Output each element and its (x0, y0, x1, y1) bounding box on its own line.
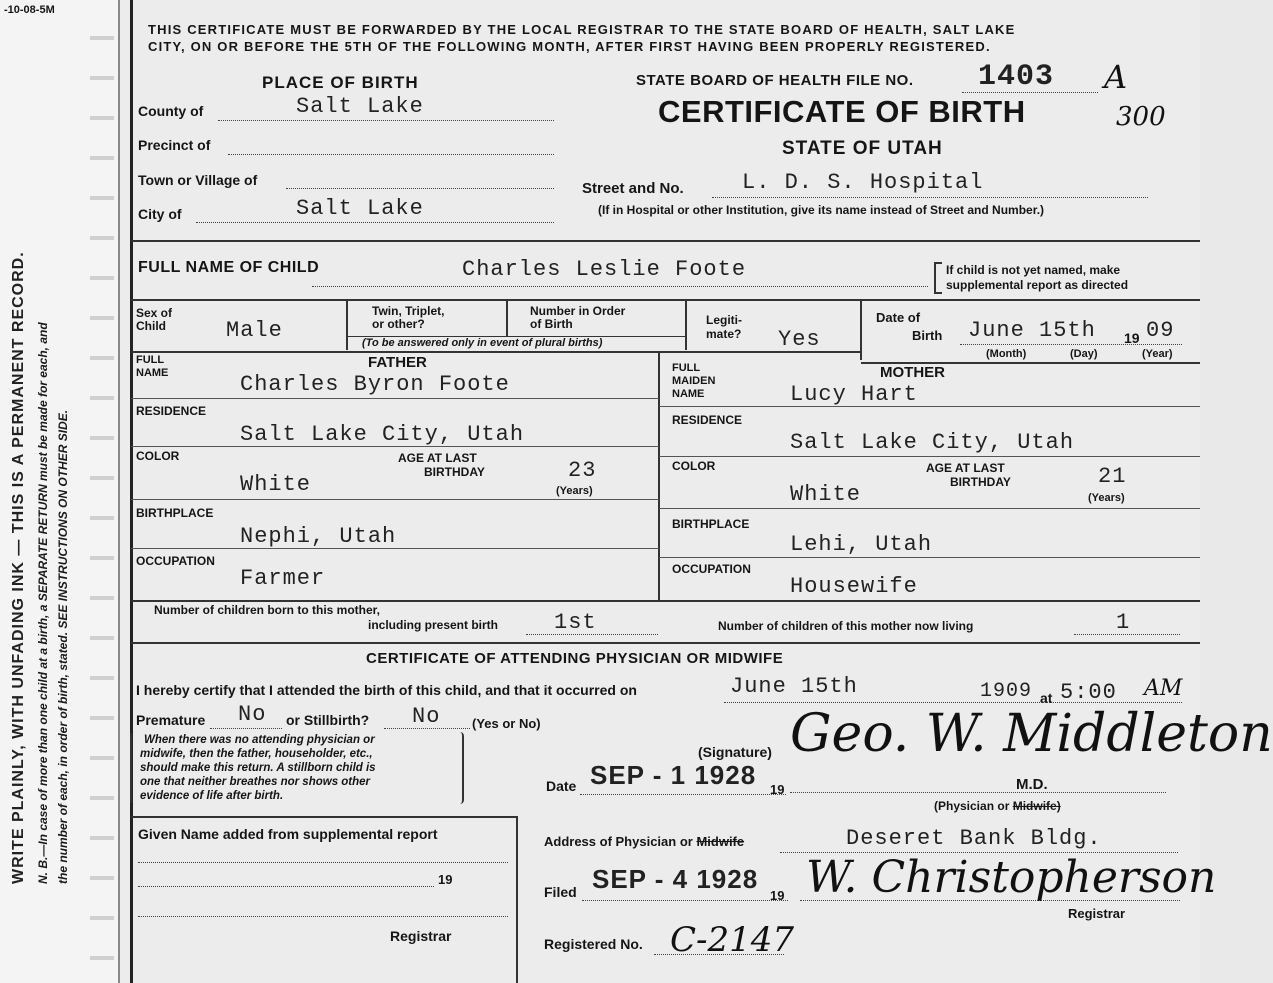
certificate-title: CERTIFICATE OF BIRTH (658, 94, 1026, 129)
ampm-value: AM (1144, 676, 1183, 701)
father-occupation-label: OCCUPATION (136, 554, 215, 568)
sex-value: Male (226, 318, 283, 343)
children-living-line (1074, 634, 1180, 635)
children-living-label: Number of children of this mother now living (718, 619, 974, 633)
yes-no-caption: (Yes or No) (472, 716, 541, 731)
children-born-label-2: including present birth (368, 618, 499, 632)
town-label: Town or Village of (138, 172, 258, 188)
twin-label-2: or other? (372, 317, 425, 331)
mother-occupation-label: OCCUPATION (672, 562, 751, 576)
city-label: City of (138, 206, 182, 222)
address-value: Deseret Bank Bldg. (846, 826, 1102, 851)
county-label: County of (138, 103, 204, 119)
mother-age-label-1: AGE AT LAST (926, 461, 1005, 475)
father-name-value: Charles Byron Foote (240, 372, 510, 397)
mother-full-label: FULL (672, 362, 701, 374)
county-value: Salt Lake (296, 94, 424, 119)
stillbirth-label: or Stillbirth? (286, 712, 370, 728)
signature-line (790, 792, 1166, 793)
note-line-4: one that neither breathes nor shows other (140, 776, 371, 788)
legit-label-2: mate? (706, 327, 742, 341)
sex-label-2: Child (136, 319, 166, 333)
header-line-1: THIS CERTIFICATE MUST BE FORWARDED BY THE LOCAL REGISTRAR TO THE STATE BOARD OF HEALTH, SALT LAKE (148, 22, 1016, 37)
corner-code: -10-08-5M (4, 4, 55, 16)
given-year-prefix: 19 (438, 872, 453, 887)
registrar-divider (516, 816, 518, 983)
mother-name-label: NAME (672, 388, 705, 400)
date-stamp: SEP - 1 1928 (590, 760, 757, 790)
filed-year-prefix: 19 (770, 888, 785, 903)
physician-caption-text: (Physician or (934, 799, 1010, 813)
father-name-label: NAME (136, 367, 169, 379)
father-full-label: FULL (136, 354, 165, 366)
precinct-line (228, 154, 554, 155)
father-color-label: COLOR (136, 449, 180, 463)
day-caption: (Day) (1070, 348, 1098, 360)
birth-date-line (960, 344, 1182, 345)
rule-physician-top (131, 642, 1200, 644)
unnamed-bracket (934, 262, 942, 294)
physician-heading: CERTIFICATE OF ATTENDING PHYSICIAN OR MIDWIFE (366, 650, 784, 667)
rule-f1 (131, 398, 659, 399)
rule-children-top (131, 600, 1200, 602)
rule-f3 (131, 499, 659, 500)
father-occupation-value: Farmer (240, 566, 326, 591)
mother-birthplace-value: Lehi, Utah (790, 532, 933, 557)
mother-residence-value: Salt Lake City, Utah (790, 430, 1075, 455)
street-line (712, 197, 1148, 198)
given-name-label: Given Name added from supplemental report (138, 826, 438, 842)
unnamed-note-1: If child is not yet named, make (946, 263, 1121, 277)
rule-m2 (659, 456, 1200, 457)
certify-text: I hereby certify that I attended the birth of this child, and that it occurred on (136, 682, 637, 698)
rule-m1 (659, 406, 1200, 407)
mother-residence-label: RESIDENCE (672, 413, 743, 427)
children-born-value: 1st (554, 610, 597, 635)
state-heading: STATE OF UTAH (782, 138, 943, 159)
note-line-1: When there was no attending physician or (144, 734, 375, 746)
perforation (90, 0, 114, 983)
file-number: 1403 (978, 60, 1055, 94)
child-name-line (312, 286, 928, 287)
file-label: STATE BOARD OF HEALTH FILE NO. (636, 72, 914, 89)
parents-divider (658, 352, 660, 600)
father-heading: FATHER (368, 354, 427, 371)
sex-label-1: Sex of (136, 306, 173, 320)
rule-f2 (131, 446, 659, 447)
note-line-3: should make this return. A stillborn child is (140, 762, 376, 774)
father-color-value: White (240, 472, 312, 497)
certify-date: June 15th (730, 674, 858, 699)
date-label: Date (546, 778, 577, 794)
county-line (218, 120, 554, 121)
rule-f4 (131, 548, 659, 549)
child-name-value: Charles Leslie Foote (462, 257, 747, 282)
stillbirth-line (384, 728, 470, 729)
file-line (962, 92, 1098, 93)
divider-order (685, 300, 687, 350)
month-caption: (Month) (986, 348, 1027, 360)
note-line-5: evidence of life after birth. (140, 790, 284, 802)
father-residence-label: RESIDENCE (136, 404, 207, 418)
registrar-label: Registrar (1068, 906, 1126, 921)
time-value: 5:00 (1060, 680, 1117, 705)
order-label-2: of Birth (530, 317, 573, 331)
mother-occupation-value: Housewife (790, 574, 918, 599)
street-label: Street and No. (582, 180, 684, 197)
registered-label: Registered No. (544, 936, 643, 952)
divider-twin (506, 300, 508, 336)
twin-label-1: Twin, Triplet, (372, 304, 445, 318)
precinct-label: Precinct of (138, 137, 211, 153)
filed-stamp: SEP - 4 1928 (592, 864, 759, 894)
file-suffix: A (1104, 58, 1128, 96)
father-birthplace-value: Nephi, Utah (240, 524, 397, 549)
rule-child-top (131, 240, 1200, 242)
address-label (544, 834, 744, 849)
legit-value: Yes (778, 327, 821, 352)
mother-maiden-label: MAIDEN (672, 375, 716, 387)
date-line (580, 794, 786, 795)
rule-sex-top (131, 299, 1200, 301)
premature-line (210, 728, 282, 729)
hospital-note: (If in Hospital or other Institution, give its name instead of Street and Number.) (598, 203, 1045, 217)
note-box (130, 732, 464, 804)
main-left-border (130, 0, 133, 983)
filed-label: Filed (544, 884, 577, 900)
mother-years-caption: (Years) (1088, 492, 1125, 504)
premature-value: No (238, 702, 267, 727)
mother-age-label-2: BIRTHDAY (950, 475, 1011, 489)
registrar-signature: W. Christopherson (806, 852, 1217, 903)
mother-color-value: White (790, 482, 862, 507)
filed-line (582, 900, 788, 901)
stillbirth-value: No (412, 704, 441, 729)
place-of-birth-heading: PLACE OF BIRTH (262, 73, 419, 92)
mother-heading: MOTHER (880, 364, 945, 381)
father-age-value: 23 (568, 458, 597, 483)
father-birthplace-label: BIRTHPLACE (136, 506, 214, 520)
city-value: Salt Lake (296, 196, 424, 221)
rule-parents-top (131, 351, 861, 353)
father-age-label-2: BIRTHDAY (424, 465, 485, 479)
address-midwife-struck: Midwife (696, 834, 745, 849)
header-line-2: CITY, ON OR BEFORE THE 5TH OF THE FOLLOWING MONTH, AFTER FIRST HAVING BEEN PROPERLY REGISTERED. (148, 39, 991, 54)
birth-year-prefix: 19 (1124, 330, 1140, 346)
father-residence-value: Salt Lake City, Utah (240, 422, 525, 447)
certify-line (724, 702, 1182, 703)
children-born-line (526, 634, 658, 635)
birth-date-value: June 15th (968, 318, 1096, 343)
registered-line (654, 954, 784, 955)
side-note-1: N. B.—In case of more than one child at a birth, a SEPARATE RETURN must be made for each, and (36, 322, 50, 884)
mother-color-label: COLOR (672, 459, 716, 473)
mother-birthplace-label: BIRTHPLACE (672, 517, 750, 531)
street-value: L. D. S. Hospital (742, 170, 984, 195)
child-name-label: FULL NAME OF CHILD (138, 259, 320, 276)
given-registrar-label: Registrar (390, 928, 452, 944)
children-living-value: 1 (1116, 610, 1131, 635)
side-main-text: WRITE PLAINLY, WITH UNFADING INK — THIS IS A PERMANENT RECORD. (10, 251, 27, 884)
registrar-signature-line (800, 900, 1180, 901)
date-year-prefix: 19 (770, 782, 785, 797)
unnamed-note-2: supplemental report as directed (946, 278, 1129, 292)
margin-number: 300 (1116, 102, 1166, 132)
rule-m3 (659, 508, 1200, 509)
mother-age-value: 21 (1098, 464, 1127, 489)
order-label-1: Number in Order (530, 304, 626, 318)
father-years-caption: (Years) (556, 485, 593, 497)
rule-given-top (131, 816, 517, 818)
side-note-2: the number of each, in order of birth, stated. SEE INSTRUCTIONS ON OTHER SIDE. (56, 409, 70, 884)
physician-signature: Geo. W. Middleton (790, 704, 1273, 764)
date-label-1: Date of (876, 310, 921, 325)
given-line-1 (138, 862, 508, 863)
city-line (196, 222, 554, 223)
midwife-struck: Midwife) (1012, 799, 1061, 813)
father-age-label-1: AGE AT LAST (398, 451, 477, 465)
rule-m4 (659, 557, 1200, 558)
side-strip (0, 0, 120, 983)
address-label-text: Address of Physician or (544, 834, 693, 849)
town-line (286, 188, 554, 189)
divider-sex (346, 300, 348, 350)
given-line-3 (138, 916, 508, 917)
at-label: at (1040, 690, 1053, 706)
md-label: M.D. (1016, 776, 1048, 793)
legit-label-1: Legiti- (706, 313, 742, 327)
birth-year-value: 09 (1146, 318, 1175, 343)
date-label-2: Birth (912, 328, 943, 343)
given-line-2 (138, 886, 434, 887)
physician-caption (934, 800, 1061, 813)
certify-year: 1909 (980, 680, 1033, 703)
registered-value: C-2147 (670, 920, 795, 960)
premature-label: Premature (136, 712, 206, 728)
note-line-2: midwife, then the father, householder, etc., (140, 748, 373, 760)
plural-note: (To be answered only in event of plural births) (362, 337, 603, 349)
mother-name-value: Lucy Hart (790, 382, 918, 407)
year-caption: (Year) (1142, 348, 1173, 360)
children-born-label-1: Number of children born to this mother, (154, 603, 381, 617)
signature-label: (Signature) (698, 744, 772, 760)
